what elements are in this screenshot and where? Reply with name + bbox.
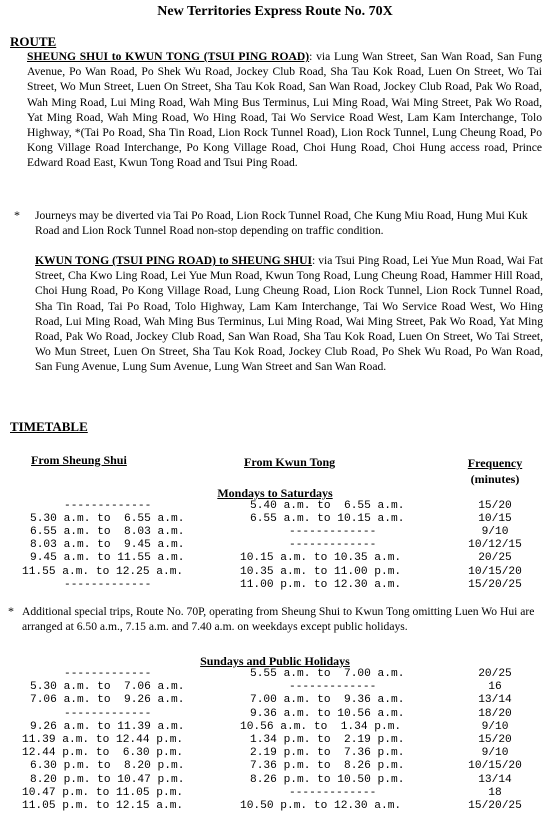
col-frequency: Frequency	[467, 456, 523, 470]
route-inbound	[35, 253, 543, 375]
from-sheung-shui-cell: 5.30 a.m. to 7.06 a.m.	[30, 681, 185, 694]
from-kwun-tong-cell: 5.40 a.m. to 6.55 a.m.	[250, 500, 405, 512]
frequency-cell: 20/25	[478, 552, 512, 565]
from-kwun-tong-cell: 7.00 a.m. to 9.36 a.m.	[250, 694, 405, 707]
from-sheung-shui-cell: 5.30 a.m. to 6.55 a.m.	[30, 513, 185, 526]
from-sheung-shui-cell: 6.55 a.m. to 8.03 a.m.	[30, 526, 185, 539]
from-kwun-tong-cell: -------------	[289, 786, 377, 799]
weekday-heading: Mondays to Saturdays	[217, 486, 333, 500]
from-kwun-tong-cell: 10.56 a.m. to 1.34 p.m.	[240, 720, 402, 733]
from-sheung-shui-cell: 8.03 a.m. to 9.45 a.m.	[30, 539, 185, 552]
col-frequency-unit: (minutes)	[470, 472, 520, 486]
frequency-cell: 15/20/25	[468, 578, 522, 591]
from-sheung-shui-cell: 11.55 a.m. to 12.25 a.m.	[22, 565, 184, 578]
from-kwun-tong-cell: 10.15 a.m. to 10.35 a.m.	[240, 552, 402, 565]
from-sheung-shui-cell: -------------	[64, 500, 152, 512]
from-sheung-shui-cell: 7.06 a.m. to 9.26 a.m.	[30, 694, 185, 707]
frequency-cell: 15/20	[478, 500, 512, 512]
route-outbound-label: SHEUNG SHUI to KWUN TONG (TSUI PING ROAD)	[27, 50, 310, 63]
from-sheung-shui-cell: 6.30 p.m. to 8.20 p.m.	[30, 760, 185, 773]
frequency-cell: 13/14	[478, 773, 512, 786]
frequency-cell: 10/12/15	[468, 539, 522, 552]
route-heading: ROUTE	[10, 34, 57, 49]
col-from-sheung-shui: From Sheung Shui	[31, 453, 127, 467]
from-sheung-shui-cell: 11.39 a.m. to 12.44 p.m.	[22, 734, 184, 746]
from-sheung-shui-cell: 10.47 p.m. to 11.05 p.m.	[22, 786, 184, 799]
frequency-cell: 10/15	[478, 513, 512, 526]
frequency-cell: 15/20/25	[468, 800, 522, 812]
note-asterisk: *	[8, 604, 14, 618]
from-kwun-tong-cell: 10.50 p.m. to 12.30 a.m.	[240, 800, 402, 812]
from-kwun-tong-cell: 1.34 p.m. to 2.19 p.m.	[250, 734, 405, 746]
from-kwun-tong-cell: 11.00 p.m. to 12.30 a.m.	[240, 578, 402, 591]
from-kwun-tong-cell: -------------	[289, 681, 377, 694]
frequency-cell: 13/14	[478, 694, 512, 707]
route-inbound-text: : via Tsui Ping Road, Lei Yue Mun Road, Wai Fat Street, Cha Kwo Ling Road, Lei Yue Mun Road, Kwun Tong Road, Lung Cheung Road, Hammer Hill Road, Choi Hung Road, Po Kong Village Road, Lung Cheung Road, Lion Rock Tunnel, Lion Rock Tunnel Road, Sha Tin Road, Tai Po Road, Tolo Highway, Lam Kam Interchange, Tai Wo Service Road West, Wo Hing Road, Lui Ming Road, Wah Ming Bus Terminus, Lui Ming Road, Wai Ming Street, Pak Wo Road, Yat Ming Road, Pak Wo Road, Jockey Club Road, San Wan Road, Sha Tau Kok Road, Luen On Street, Wo Tai Street, Wo Mun Street, Luen On Street, Sha Tau Kok Road, Jockey Club Road, Po Shek Wu Road, Po Wan Road, San Fung Avenue, Lung Sum Avenue, Lung Wan Street and San Wan Road.	[35, 254, 544, 374]
from-sheung-shui-cell: 8.20 p.m. to 10.47 p.m.	[30, 773, 185, 786]
from-sheung-shui-cell: 9.45 a.m. to 11.55 a.m.	[30, 552, 185, 565]
route-outbound	[27, 49, 542, 171]
route-inbound-label: KWUN TONG (TSUI PING ROAD) to SHEUNG SHUI	[35, 254, 313, 267]
from-kwun-tong-cell: -------------	[289, 526, 377, 539]
from-kwun-tong-cell: 10.35 a.m. to 11.00 p.m.	[240, 565, 402, 578]
from-sheung-shui-cell: 9.26 a.m. to 11.39 a.m.	[30, 720, 185, 733]
special-trips-note: Additional special trips, Route No. 70P, operating from Sheung Shui to Kwun Tong omitting Luen Wo Hui are arranged at 6.50 a.m., 7.15 a.m. and 7.40 a.m. on weekdays except public holidays.	[22, 605, 535, 634]
from-kwun-tong-cell: 8.26 p.m. to 10.50 p.m.	[250, 773, 405, 786]
timetable-heading: TIMETABLE	[10, 419, 88, 434]
diversion-note: Journeys may be diverted via Tai Po Road, Lion Rock Tunnel Road, Che Kung Miu Road, Hung Mui Kuk Road and Lion Rock Tunnel Road non-stop depending on traffic condition.	[35, 209, 528, 238]
from-sheung-shui-cell: -------------	[64, 707, 152, 720]
from-kwun-tong-cell: 5.55 a.m. to 7.00 a.m.	[250, 668, 405, 680]
from-kwun-tong-cell: 7.36 p.m. to 8.26 p.m.	[250, 760, 405, 773]
from-kwun-tong-cell: 9.36 a.m. to 10.56 a.m.	[250, 707, 405, 720]
frequency-cell: 18/20	[478, 707, 512, 720]
frequency-cell: 10/15/20	[468, 565, 522, 578]
frequency-cell: 9/10	[481, 526, 509, 539]
frequency-cell: 20/25	[478, 668, 512, 680]
note-asterisk: *	[14, 208, 20, 222]
frequency-cell: 16	[488, 681, 502, 694]
page-title: New Territories Express Route No. 70X	[157, 4, 393, 19]
from-kwun-tong-cell: 2.19 p.m. to 7.36 p.m.	[250, 747, 405, 760]
frequency-cell: 9/10	[481, 720, 509, 733]
from-kwun-tong-cell: 6.55 a.m. to 10.15 a.m.	[250, 513, 405, 526]
holiday-heading: Sundays and Public Holidays	[200, 654, 350, 668]
from-sheung-shui-cell: 12.44 p.m. to 6.30 p.m.	[22, 747, 184, 760]
frequency-cell: 18	[488, 786, 502, 799]
col-from-kwun-tong: From Kwun Tong	[244, 455, 336, 469]
frequency-cell: 10/15/20	[468, 760, 522, 773]
from-kwun-tong-cell: -------------	[289, 539, 377, 552]
from-sheung-shui-cell: 11.05 p.m. to 12.15 a.m.	[22, 800, 184, 812]
from-sheung-shui-cell: -------------	[64, 578, 152, 591]
from-sheung-shui-cell: -------------	[64, 668, 152, 680]
route-outbound-text: : via Lung Wan Street, San Wan Road, San Fung Avenue, Po Wan Road, Po Shek Wu Road, Jockey Club Road, Sha Tau Kok Road, Luen On Street, Wo Tai Street, Wo Mun Street, Luen On Street, Sha Tau Kok Road, San Wan Road, Jockey Club Road, Pak Wo Road, Wah Ming Road, Lui Ming Road, Wah Ming Bus Terminus, Lui Ming Road, Wai Ming Street, Pak Wo Road, Yat Ming Road, Wah Ming Road, Wo Hing Road, Tai Wo Service Road West, Lam Kam Interchange, Tolo Highway, *(Tai Po Road, Sha Tin Road, Lion Rock Tunnel Road), Lion Rock Tunnel, Lung Cheung Road, Po Kong Village Road Interchange, Po Kong Village Road, Choi Hung Road, Choi Hung access road, Prince Edward Road East, Kwun Tong Road and Tsui Ping Road.	[27, 50, 543, 170]
frequency-cell: 9/10	[481, 747, 509, 760]
frequency-cell: 15/20	[478, 734, 512, 746]
